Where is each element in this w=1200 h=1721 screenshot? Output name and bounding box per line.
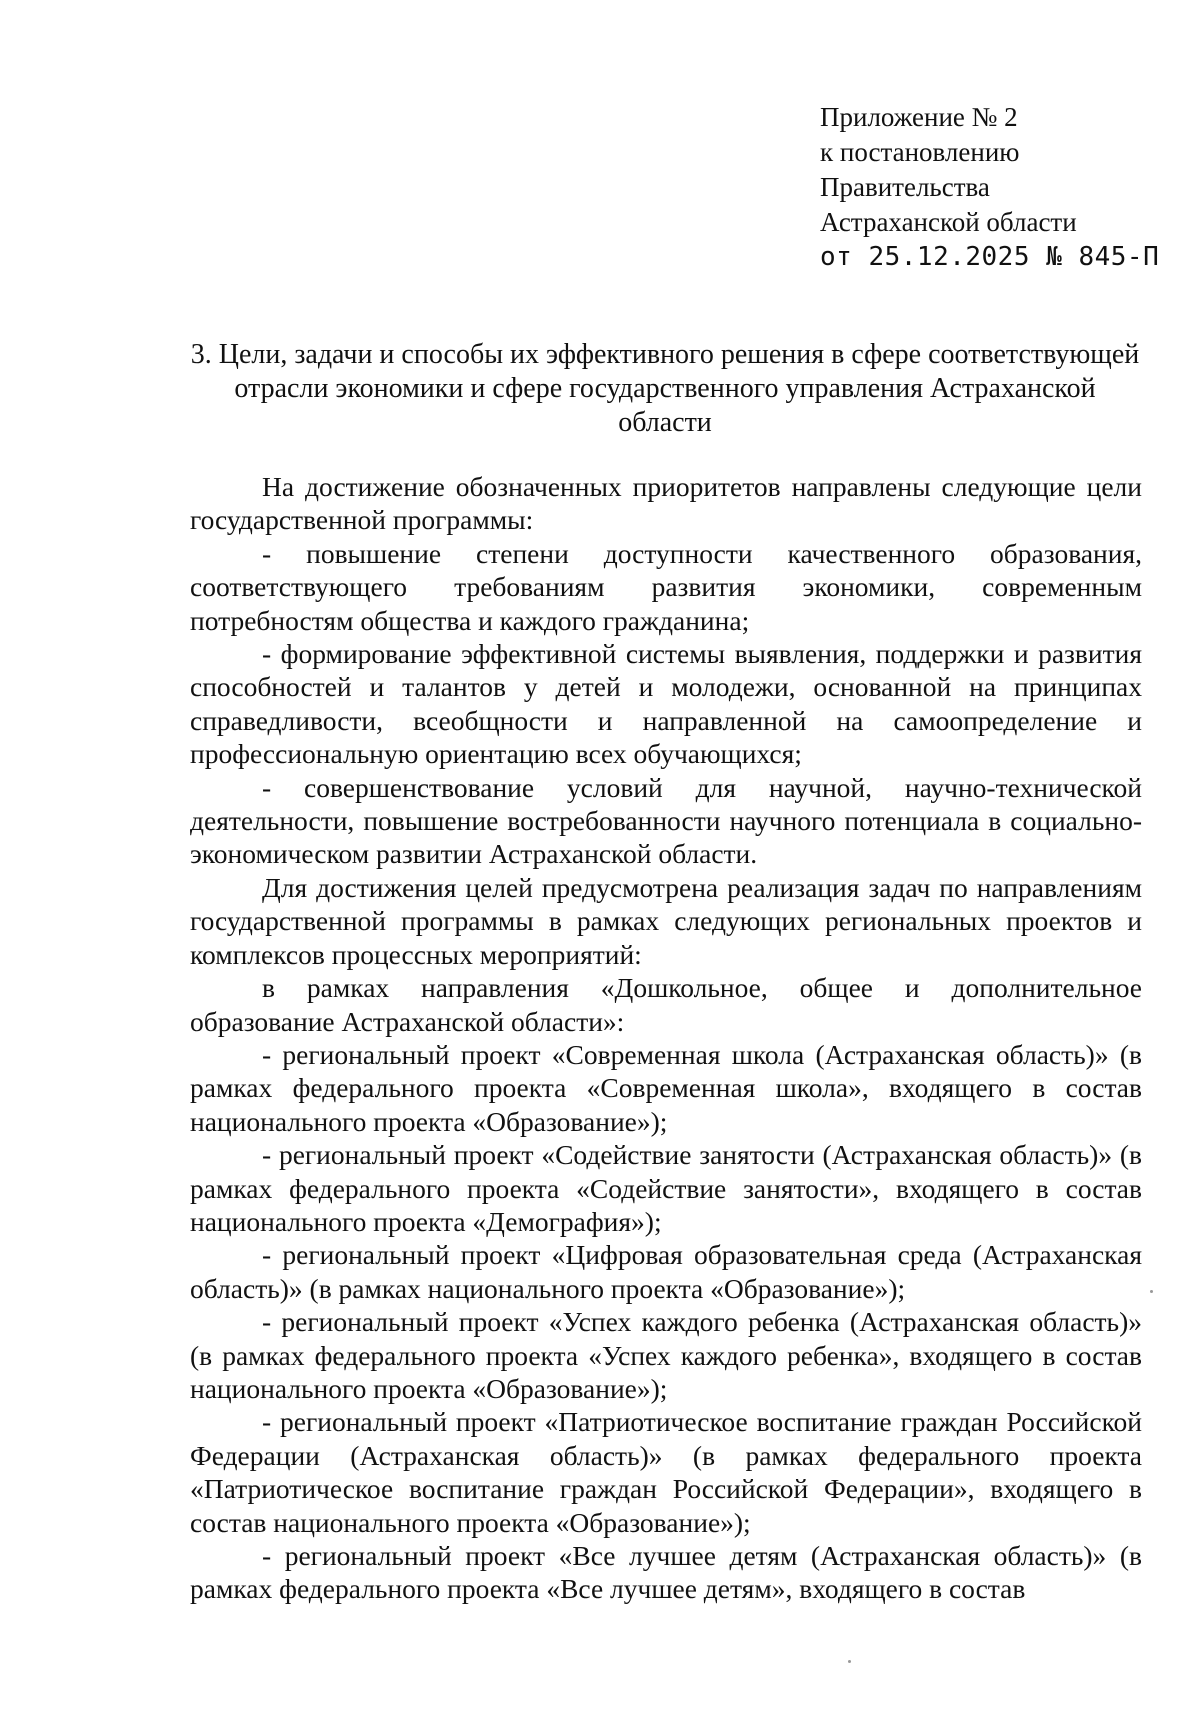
goal-item: - повышение степени доступности качественного образования, соответствующего требованиям развития экономики, современным потребностям общества и каждого гражданина; — [190, 537, 1142, 636]
appendix-header — [820, 100, 1160, 275]
appendix-line: Приложение № 2 — [820, 102, 1018, 132]
project-item: - региональный проект «Современная школа (Астраханская область)» (в рамках федерального проекта «Современная школа», входящего в состав национального проекта «Образование»); — [190, 1038, 1142, 1137]
body-paragraph: На достижение обозначенных приоритетов направлены следующие цели государственной программы: — [190, 471, 1142, 536]
scan-speck — [848, 1660, 851, 1663]
goal-item: - совершенствование условий для научной, научно-технической деятельности, повышение востребованности научного потенциала в социально-экономическом развитии Астраханской области. — [190, 771, 1142, 870]
project-item: - региональный проект «Все лучшее детям (Астраханская область)» (в рамках федерального проекта «Все лучшее детям», входящего в состав — [190, 1540, 1142, 1605]
project-item: - региональный проект «Содействие занятости (Астраханская область)» (в рамках федерального проекта «Содействие занятости», входящего в состав национального проекта «Демография»); — [190, 1139, 1142, 1237]
resolution-date-number: от 25.12.2025 № 845-П — [820, 242, 1160, 272]
goal-item: - формирование эффективной системы выявления, поддержки и развития способностей и талантов у детей и молодежи, основанной на принципах справедливости, всеобщности и направленной на самоопределение и профессиональную ориентацию всех обучающихся; — [190, 638, 1142, 770]
project-item: - региональный проект «Цифровая образовательная среда (Астраханская область)» (в рамках национального проекта «Образование»); — [190, 1239, 1142, 1304]
direction-paragraph: в рамках направления «Дошкольное, общее и дополнительное образование Астраханской области»: — [190, 972, 1142, 1037]
project-item: - региональный проект «Патриотическое воспитание граждан Российской Федерации (Астраханская область)» (в рамках федерального проекта «Патриотическое воспитание граждан Российской Федерации», входящего в состав национального проекта «Образование»); — [190, 1406, 1142, 1538]
project-item: - региональный проект «Успех каждого ребенка (Астраханская область)» (в рамках федерального проекта «Успех каждого ребенка», входящего в состав национального проекта «Образование»); — [190, 1306, 1142, 1404]
section-title: 3. Цели, задачи и способы их эффективного решения в сфере соответствующей отрасли экономики и сфере государственного управления Астраханской области — [190, 339, 1140, 438]
appendix-line: Правительства — [820, 172, 990, 202]
appendix-line: Астраханской области — [820, 207, 1077, 237]
body-paragraph: Для достижения целей предусмотрена реализация задач по направлениям государственной программы в рамках следующих региональных проектов и комплексов процессных мероприятий: — [190, 871, 1142, 970]
scan-speck — [1150, 1290, 1153, 1293]
document-body — [190, 470, 1142, 1606]
appendix-line: к постановлению — [820, 137, 1020, 167]
